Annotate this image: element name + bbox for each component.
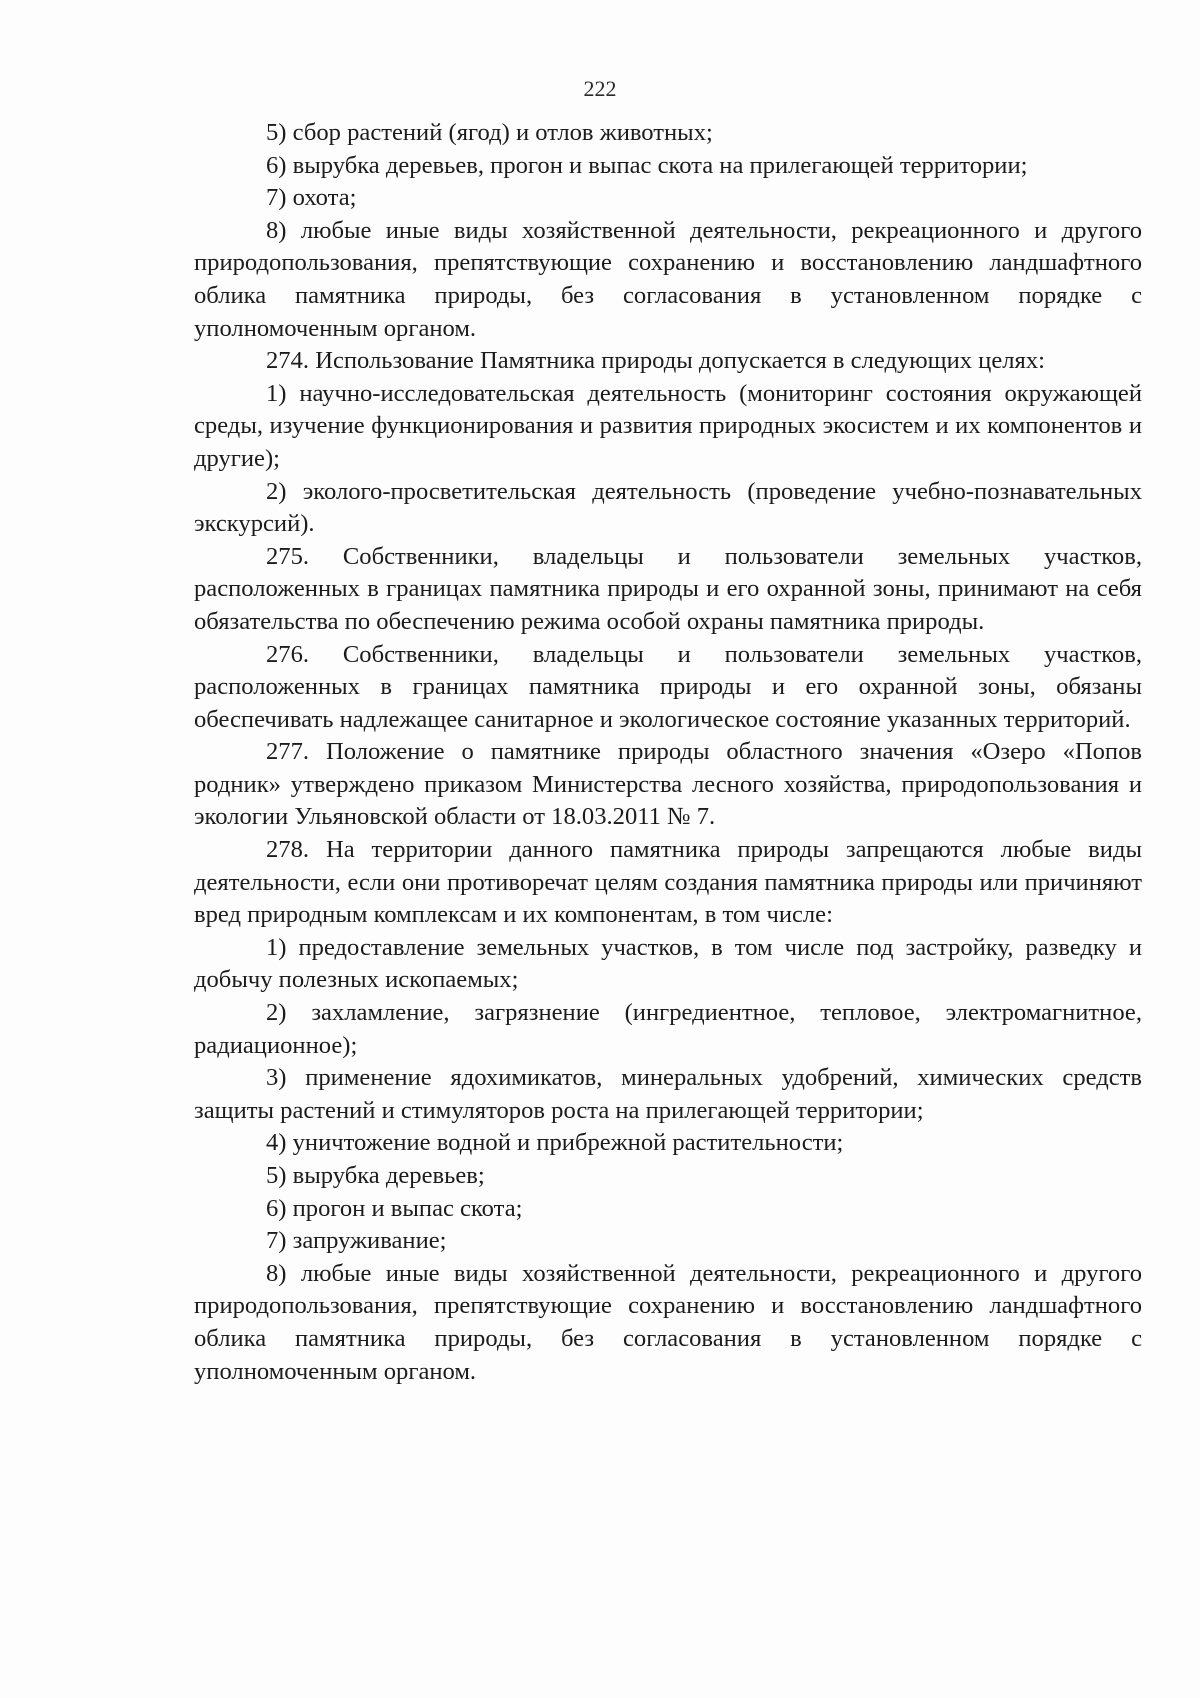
paragraph: 278. На территории данного памятника природы запрещаются любые виды деятельности, если они противоречат целям создания памятника природы или причиняют вред природным комплексам и их компонентам, в том числе:	[194, 836, 1142, 929]
paragraph: 6) вырубка деревьев, прогон и выпас скота на прилегающей территории;	[266, 151, 1028, 179]
paragraph: 8) любые иные виды хозяйственной деятельности, рекреационного и другого природопользования, препятствующие сохранению и восстановлению ландшафтного облика памятника природы, без согласования в установленном порядке с уполномоченным органом.	[194, 1259, 1142, 1385]
paragraph: 7) запруживание;	[266, 1227, 447, 1255]
paragraph: 7) охота;	[266, 184, 357, 212]
document-body	[194, 117, 1142, 1388]
paragraph: 1) предоставление земельных участков, в том числе под застройку, разведку и добычу полезных ископаемых;	[194, 933, 1142, 994]
paragraph: 1) научно-исследовательская деятельность (мониторинг состояния окружающей среды, изучение функционирования и развития природных экосистем и их компонентов и другие);	[194, 379, 1142, 472]
paragraph: 2) захламление, загрязнение (ингредиентное, тепловое, электромагнитное, радиационное);	[194, 999, 1142, 1059]
paragraph: 277. Положение о памятнике природы областного значения «Озеро «Попов родник» утверждено приказом Министерства лесного хозяйства, природопользования и экологии Ульяновской области от 18.03.2011 № 7.	[194, 738, 1142, 831]
paragraph: 6) прогон и выпас скота;	[266, 1194, 523, 1222]
paragraph: 5) вырубка деревьев;	[266, 1162, 485, 1189]
paragraph: 8) любые иные виды хозяйственной деятельности, рекреационного и другого природопользования, препятствующие сохранению и восстановлению ландшафтного облика памятника природы, без согласования в установленном порядке с уполномоченным органом.	[194, 216, 1142, 342]
paragraph: 274. Использование Памятника природы допускается в следующих целях:	[266, 347, 1045, 375]
paragraph: 276. Собственники, владельцы и пользователи земельных участков, расположенных в границах памятника природы и его охранной зоны, обязаны обеспечивать надлежащее санитарное и экологическое состояние указанных территорий.	[194, 640, 1142, 733]
page-number: 222	[583, 76, 617, 101]
paragraph: 5) сбор растений (ягод) и отлов животных;	[266, 119, 713, 146]
paragraph: 3) применение ядохимикатов, минеральных удобрений, химических средств защиты растений и стимуляторов роста на прилегающей территории;	[194, 1064, 1142, 1124]
paragraph: 4) уничтожение водной и прибрежной растительности;	[266, 1129, 844, 1157]
paragraph: 2) эколого-просветительская деятельность (проведение учебно-познавательных экскурсий).	[194, 477, 1142, 538]
paragraph: 275. Собственники, владельцы и пользователи земельных участков, расположенных в границах памятника природы и его охранной зоны, принимают на себя обязательства по обеспечению режима особой охраны памятника природы.	[194, 542, 1142, 635]
